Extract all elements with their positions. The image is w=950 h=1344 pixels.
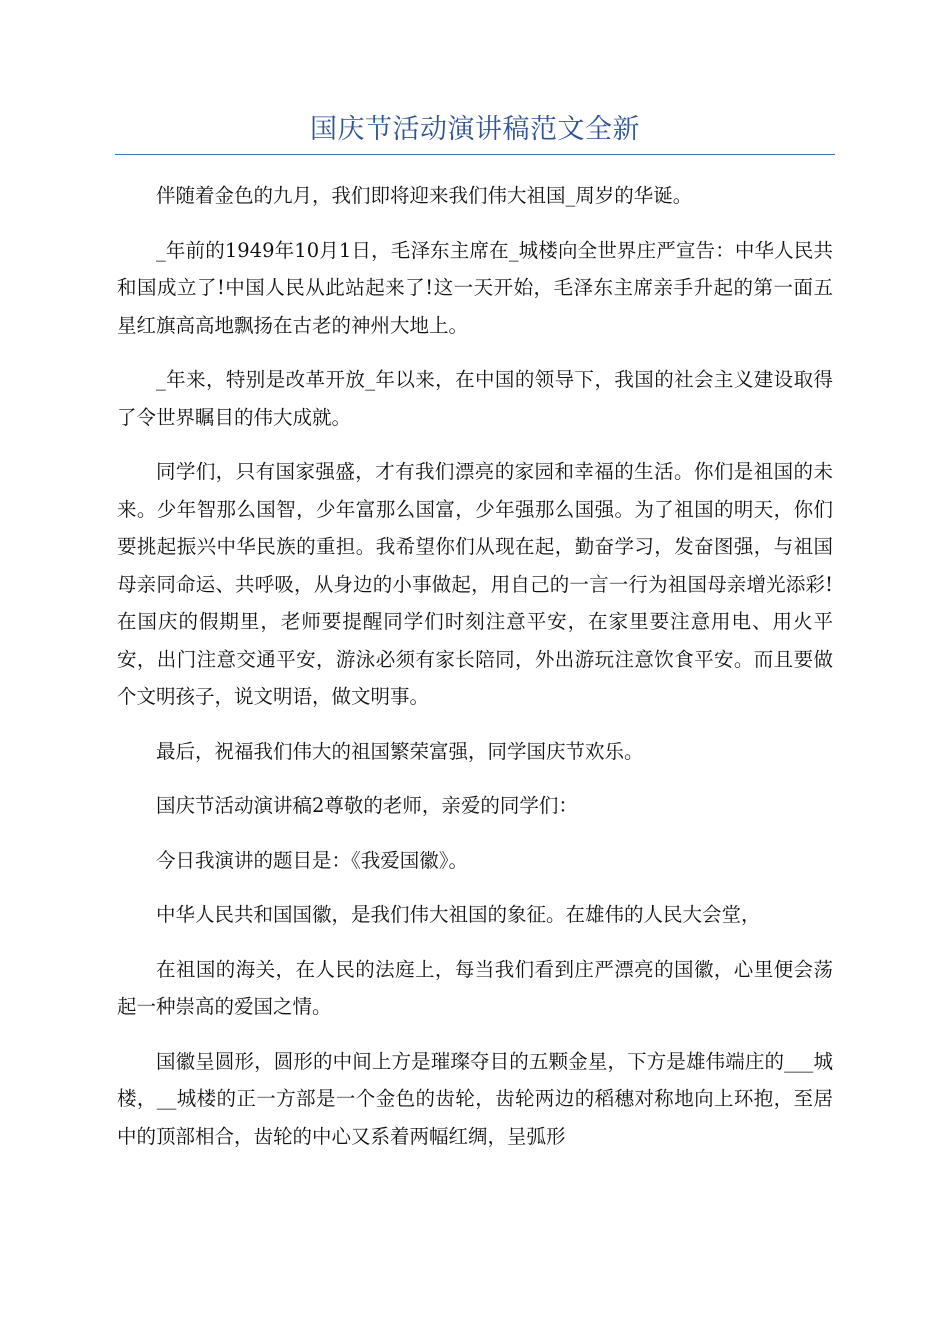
paragraph-1: 伴随着金色的九月，我们即将迎来我们伟大祖国_周岁的华诞。 (156, 184, 693, 207)
paragraph-3: _年来，特别是改革开放_年以来，在中国的领导下，我国的社会主义建设取得了令世界瞩目的伟大成就。 (117, 368, 833, 429)
title-underline (115, 154, 835, 155)
paragraph-5: 最后，祝福我们伟大的祖国繁荣富强，同学国庆节欢乐。 (156, 739, 644, 763)
paragraph-9: 在祖国的海关，在人民的法庭上，每当我们看到庄严漂亮的国徽，心里便会荡起一种崇高的爱国之情。 (117, 957, 833, 1018)
document-body (117, 177, 833, 1172)
paragraph-6: 国庆节活动演讲稿2尊敬的老师，亲爱的同学们： (156, 794, 578, 817)
paragraph-8: 中华人民共和国国徽，是我们伟大祖国的象征。在雄伟的人民大会堂， (156, 903, 761, 926)
document-title: 国庆节活动演讲稿范文全新 (310, 114, 640, 145)
paragraph-2: _年前的1949年10月1日，毛泽东主席在_城楼向全世界庄严宣告：中华人民共和国成立了!中国人民从此站起来了!这一天开始，毛泽东主席亲手升起的第一面五星红旗高高地飘扬在古老的神州大地上。 (117, 238, 833, 337)
paragraph-4: 同学们，只有国家强盛，才有我们漂亮的家园和幸福的生活。你们是祖国的未来。少年智那么国智，少年富那么国富，少年强那么国强。为了祖国的明天，你们要挑起振兴中华民族的重担。我希望你们从现在起，勤奋学习，发奋图强，与祖国母亲同命运、共呼吸，从身边的小事做起，用自己的一言一行为祖国母亲增光添彩!在国庆的假期里，老师要提醒同学们时刻注意平安，在家里要注意用电、用火平安，出门注意交通平安，游泳必须有家长陪同，外出游玩注意饮食平安。而且要做个文明孩子，说文明语，做文明事。 (117, 460, 833, 708)
paragraph-10: 国徽呈圆形，圆形的中间上方是璀璨夺目的五颗金星，下方是雄伟端庄的___城楼，__城楼的正一方部是一个金色的齿轮，齿轮两边的稻穗对称地向上环抱，至居中的顶部相合，齿轮的中心又系着两幅红绸，呈弧形 (117, 1049, 833, 1148)
paragraph-7: 今日我演讲的题目是：《我爱国徽》。 (156, 848, 469, 872)
